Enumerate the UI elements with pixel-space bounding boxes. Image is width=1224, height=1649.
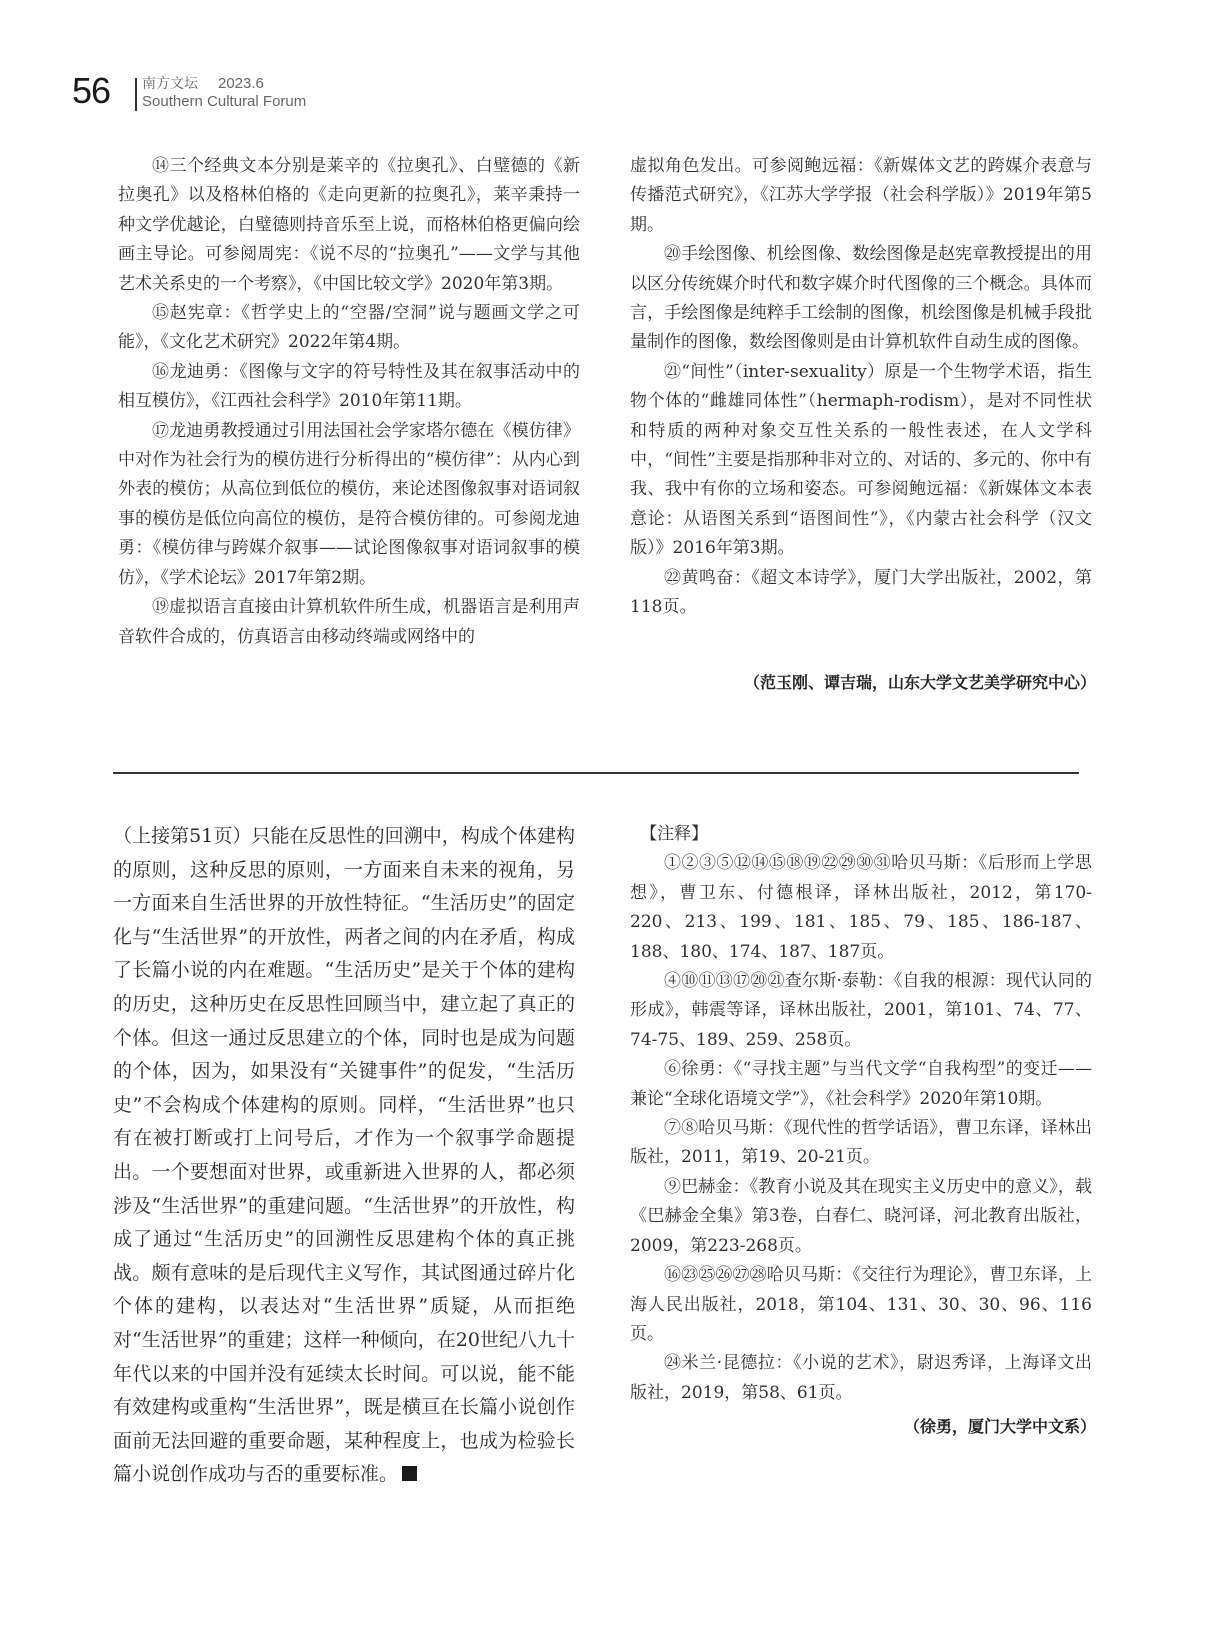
note-item: ①②③⑤⑫⑭⑮⑱⑲㉒㉙㉚㉛哈贝马斯：《后形而上学思想》，曹卫东、付德根译，译林出版社，2012，第170-220、213、199、181、185、79、185、186-187、188、180、174、187、187页。 (630, 853, 1092, 962)
note-item: ⑯㉓㉕㉖㉗㉘哈贝马斯：《交往行为理论》，曹卫东译，上海人民出版社，2018，第104、131、30、30、96、116页。 (630, 1265, 1092, 1344)
note-item: ⑦⑧哈贝马斯：《现代性的哲学话语》，曹卫东译，译林出版社，2011，第19、20-21页。 (630, 1118, 1092, 1168)
journal-title-en: Southern Cultural Forum (142, 93, 307, 110)
page-number: 56 (72, 70, 111, 111)
top-right-notes-column (630, 152, 1092, 623)
author-byline-top: （范玉刚、谭吉瑞，山东大学文艺美学研究中心） (743, 673, 1096, 692)
footnote: ⑯龙迪勇：《图像与文字的符号特性及其在叙事活动中的相互模仿》，《江西社会科学》2010年第11期。 (118, 361, 580, 412)
header-divider (135, 78, 137, 111)
journal-name-cn: 南方文坛 (142, 76, 198, 92)
body-text: （上接第51页）只能在反思性的回溯中，构成个体建构的原则，这种反思的原则，一方面来自未来的视角，另一方面来自生活世界的开放性特征。“生活历史”的固定化与“生活世界”的开放性，两者之间的内在矛盾，构成了长篇小说的内在难题。“生活历史”是关于个体的建构的历史，这种历史在反思性回顾当中，建立起了真正的个体。但这一通过反思建立的个体，同时也是成为问题的个体，因为，如果没有“关键事件”的促发，“生活历史”不会构成个体建构的原则。同样，“生活世界”也只有在被打断或打上问号后，才作为一个叙事学命题提出。一个要想面对世界，或重新进入世界的人，都必须涉及“生活世界”的重建问题。“生活世界”的开放性，构成了通过“生活历史”的回溯性反思建构个体的真正挑战。颇有意味的是后现代主义写作，其试图通过碎片化个体的建构，以表达对“生活世界”质疑，从而拒绝对“生活世界”的重建；这样一种倾向，在20世纪八九十年代以来的中国并没有延续太长时间。可以说，能不能有效建构或重构“生活世界”，既是横亘在长篇小说创作面前无法回避的重要命题，某种程度上，也成为检验长篇小说创作成功与否的重要标准。 (113, 825, 575, 1486)
body-paragraph (113, 820, 575, 1492)
note-item: ㉔米兰·昆德拉：《小说的艺术》，尉迟秀译，上海译文出版社，2019，第58、61页。 (630, 1353, 1092, 1403)
top-left-notes-column (118, 152, 580, 652)
footnote: ⑰龙迪勇教授通过引用法国社会学家塔尔德在《模仿律》中对作为社会行为的模仿进行分析得出的“模仿律”：从内心到外表的模仿；从高位到低位的模仿，来论述图像叙事对语词叙事的模仿是低位向高位的模仿，是符合模仿律的。可参阅龙迪勇：《模仿律与跨媒介叙事——试论图像叙事对语词叙事的模仿》，《学术论坛》2017年第2期。 (118, 420, 580, 588)
footnote-continuation: 虚拟角色发出。可参阅鲍远福：《新媒体文艺的跨媒介表意与传播范式研究》，《江苏大学学报（社会科学版）》2019年第5期。 (630, 156, 1092, 235)
note-item: ④⑩⑪⑬⑰⑳㉑查尔斯·泰勒：《自我的根源：现代认同的形成》，韩震等译，译林出版社，2001，第101、74、77、74-75、189、259、258页。 (630, 971, 1092, 1050)
footnote: ⑳手绘图像、机绘图像、数绘图像是赵宪章教授提出的用以区分传统媒介时代和数字媒介时代图像的三个概念。具体而言，手绘图像是纯粹手工绘制的图像，机绘图像是机械手段批量制作的图像，数绘图像则是由计算机软件自动生成的图像。 (630, 244, 1092, 353)
note-item: ⑥徐勇：《“寻找主题”与当代文学“自我构型”的变迁——兼论“全球化语境文学”》，《社会科学》2020年第10期。 (630, 1059, 1092, 1109)
footnote: ⑭三个经典文本分别是莱辛的《拉奥孔》、白璧德的《新拉奥孔》以及格林伯格的《走向更新的拉奥孔》，莱辛秉持一种文学优越论，白璧德则持音乐至上说，而格林伯格更偏向绘画主导论。可参阅周宪：《说不尽的“拉奥孔”——文学与其他艺术关系史的一个考察》，《中国比较文学》2020年第3期。 (118, 156, 580, 294)
footnote: ㉒黄鸣奋：《超文本诗学》，厦门大学出版社，2002，第118页。 (630, 567, 1092, 618)
notes-column (630, 820, 1092, 1408)
footnote: ⑲虚拟语言直接由计算机软件所生成，机器语言是利用声音软件合成的，仿真语言由移动终端或网络中的 (118, 597, 580, 647)
article-body-column (113, 820, 575, 1492)
journal-title-cn (142, 73, 264, 93)
notes-heading: 【注释】 (640, 824, 709, 844)
note-item: ⑨巴赫金：《教育小说及其在现实主义历史中的意义》，载《巴赫金全集》第3卷，白春仁、晓河译，河北教育出版社，2009，第223-268页。 (630, 1176, 1092, 1256)
footnote: ⑮赵宪章：《哲学史上的“空器/空洞”说与题画文学之可能》，《文化艺术研究》2022年第4期。 (118, 303, 580, 353)
journal-issue: 2023.6 (218, 75, 264, 92)
end-mark-icon (402, 1466, 417, 1481)
author-byline-bottom: （徐勇，厦门大学中文系） (903, 1417, 1096, 1436)
section-divider (113, 772, 1079, 774)
footnote: ㉑“间性”（inter-sexuality）原是一个生物学术语，指生物个体的“雌雄同体性”（hermaph-rodism），是对不同性状和特质的两种对象交互性关系的一般性表述，在人文学科中，“间性”主要是指那种非对立的、对话的、多元的、你中有我、我中有你的立场和姿态。可参阅鲍远福：《新媒体文本表意论：从语图关系到“语图间性”》，《内蒙古社会科学（汉文版）》2016年第3期。 (630, 361, 1092, 559)
